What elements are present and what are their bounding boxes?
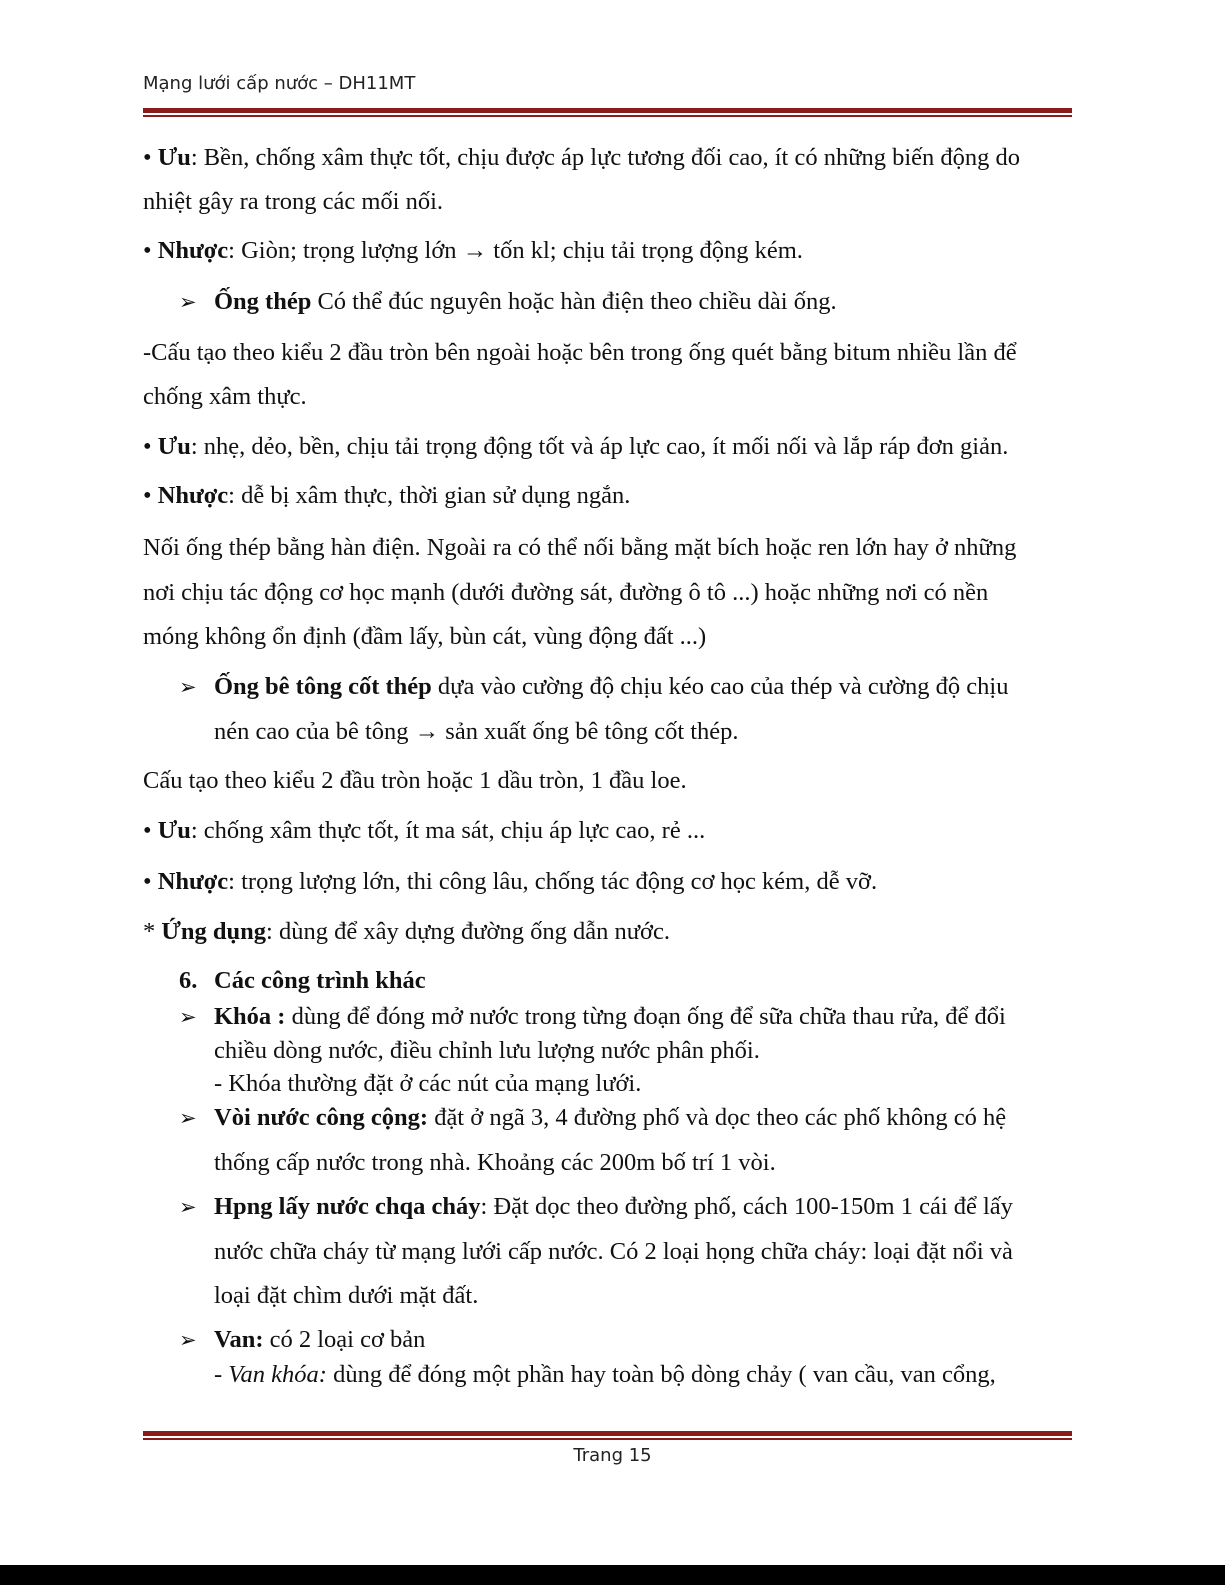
lock-valve-line-1: Khóa : dùng để đóng mở nước trong từng đoạn ống để sữa chữa thau rửa, để đổi xyxy=(214,1003,1006,1030)
page-number: Trang 15 xyxy=(573,1445,652,1466)
lock-valve-line-2: chiều dòng nước, điều chỉnh lưu lượng nước phân phối. xyxy=(214,1037,760,1064)
steel-structure-line-1: -Cấu tạo theo kiểu 2 đầu tròn bên ngoài hoặc bên trong ống quét bằng bitum nhiều lần để xyxy=(143,339,1017,366)
concrete-desc-line-2: nén cao của bê tông → sản xuất ống bê tông cốt thép. xyxy=(214,718,739,745)
steel-cons: • Nhược: dễ bị xâm thực, thời gian sử dụng ngắn. xyxy=(143,482,631,509)
valve-line-2: - Van khóa: dùng để đóng một phần hay toàn bộ dòng chảy ( van cầu, van cổng, xyxy=(214,1361,996,1388)
arrow-bullet-icon: ➢ xyxy=(179,675,197,699)
hydrant-line-3: loại đặt chìm dưới mặt đất. xyxy=(214,1282,479,1309)
cast-iron-cons: • Nhược: Giòn; trọng lượng lớn → tốn kl; chịu tải trọng động kém. xyxy=(143,237,803,264)
hydrant-line-1: Hpng lấy nước chqa cháy: Đặt dọc theo đường phố, cách 100-150m 1 cái để lấy xyxy=(214,1193,1013,1220)
cast-iron-pros-line-1: • Ưu: Bền, chống xâm thực tốt, chịu được áp lực tương đối cao, ít có những biến động do xyxy=(143,144,1021,171)
section-title: Các công trình khác xyxy=(214,967,426,994)
arrow-bullet-icon: ➢ xyxy=(179,1195,197,1219)
lock-valve-line-3: - Khóa thường đặt ở các nút của mạng lưới. xyxy=(214,1070,642,1097)
steel-pros: • Ưu: nhẹ, dẻo, bền, chịu tải trọng động tốt và áp lực cao, ít mối nối và lắp ráp đơn giản. xyxy=(143,433,1009,460)
header-rule xyxy=(143,108,1072,117)
arrow-bullet-icon: ➢ xyxy=(179,1005,197,1029)
concrete-pros: • Ưu: chống xâm thực tốt, ít ma sát, chịu áp lực cao, rẻ ... xyxy=(143,817,706,844)
concrete-pipe-heading: Ống bê tông cốt thép dựa vào cường độ chịu kéo cao của thép và cường độ chịu xyxy=(214,673,1009,700)
bullet: • xyxy=(143,482,152,509)
cons-label: Nhược xyxy=(157,868,229,895)
cons-label: Nhược xyxy=(157,482,229,509)
concrete-application: * Ứng dụng: dùng để xây dựng đường ống dẫn nước. xyxy=(143,918,670,945)
public-tap-line-2: thống cấp nước trong nhà. Khoảng các 200m bố trí 1 vòi. xyxy=(214,1149,776,1176)
bullet: • xyxy=(143,817,152,844)
steel-pipe-heading: Ống thép Có thể đúc nguyên hoặc hàn điện theo chiều dài ống. xyxy=(214,288,837,315)
section-number: 6. xyxy=(179,967,198,994)
application-label: Ứng dụng xyxy=(161,918,267,945)
valve-line-1: Van: có 2 loại cơ bản xyxy=(214,1326,426,1353)
pros-label: Ưu xyxy=(157,817,191,844)
bullet: • xyxy=(143,144,152,171)
page-header-title: Mạng lưới cấp nước – DH11MT xyxy=(143,73,416,94)
hydrant-line-2: nước chữa cháy từ mạng lưới cấp nước. Có 2 loại họng chữa cháy: loại đặt nổi và xyxy=(214,1238,1013,1265)
cast-iron-pros-line-2: nhiệt gây ra trong các mối nối. xyxy=(143,188,444,215)
bullet: • xyxy=(143,433,152,460)
bullet: • xyxy=(143,868,152,895)
pros-label: Ưu xyxy=(157,144,191,171)
arrow-bullet-icon: ➢ xyxy=(179,290,197,314)
footer-rule xyxy=(143,1431,1072,1440)
steel-structure-line-2: chống xâm thực. xyxy=(143,383,307,410)
arrow-bullet-icon: ➢ xyxy=(179,1106,197,1130)
page-bottom-edge xyxy=(0,1565,1225,1585)
steel-joint-line-2: nơi chịu tác động cơ học mạnh (dưới đường sát, đường ô tô ...) hoặc những nơi có nền xyxy=(143,579,989,606)
arrow-bullet-icon: ➢ xyxy=(179,1328,197,1352)
pros-label: Ưu xyxy=(157,433,191,460)
concrete-structure: Cấu tạo theo kiểu 2 đầu tròn hoặc 1 dầu tròn, 1 đầu loe. xyxy=(143,767,687,794)
public-tap-line-1: Vòi nước công cộng: đặt ở ngã 3, 4 đường phố và dọc theo các phố không có hệ xyxy=(214,1104,1007,1131)
bullet: • xyxy=(143,237,152,264)
steel-joint-line-1: Nối ống thép bằng hàn điện. Ngoài ra có thể nối bằng mặt bích hoặc ren lớn hay ở những xyxy=(143,534,1017,561)
steel-joint-line-3: móng không ổn định (đầm lấy, bùn cát, vùng động đất ...) xyxy=(143,623,707,650)
concrete-cons: • Nhược: trọng lượng lớn, thi công lâu, chống tác động cơ học kém, dễ vỡ. xyxy=(143,868,878,895)
cons-label: Nhược xyxy=(157,237,229,264)
